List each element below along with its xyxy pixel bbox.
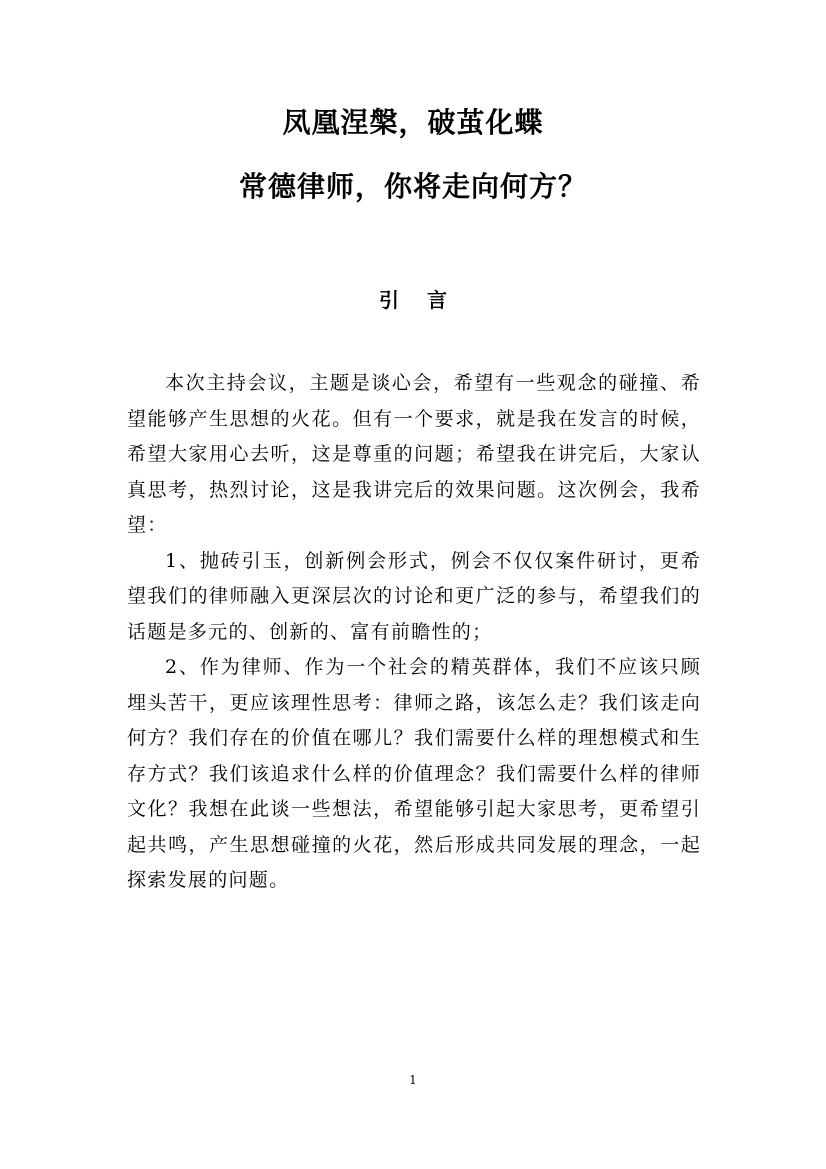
paragraph-point-1: 1、抛砖引玉，创新例会形式，例会不仅仅案件研讨，更希望我们的律师融入更深层次的讨论和更广泛的参与，希望我们的话题是多元的、创新的、富有前瞻性的； bbox=[127, 549, 701, 643]
paragraph-intro: 本次主持会议，主题是谈心会，希望有一些观念的碰撞、希望能够产生思想的火花。但有一个要求，就是我在发言的时候，希望大家用心去听，这是尊重的问题；希望我在讲完后，大家认真思考，热烈讨论，这是我讲完后的效果问题。这次例会，我希望： bbox=[127, 372, 701, 536]
section-heading: 引言 bbox=[379, 288, 475, 312]
document-subtitle: 常德律师，你将走向何方？ bbox=[238, 170, 587, 203]
document-title: 凤凰涅槃，破茧化蝶 bbox=[282, 106, 544, 139]
body-text bbox=[127, 366, 701, 899]
paragraph-point-2: 2、作为律师、作为一个社会的精英群体，我们不应该只顾埋头苦干，更应该理性思考：律师之路，该怎么走？我们该走向何方？我们存在的价值在哪儿？我们需要什么样的理想模式和生存方式？我们该追求什么样的价值理念？我们需要什么样的律师文化？我想在此谈一些想法，希望能够引起大家思考，更希望引起共鸣，产生思想碰撞的火花，然后形成共同发展的理念，一起探索发展的问题。 bbox=[127, 656, 701, 891]
page-number: 1 bbox=[409, 1073, 417, 1087]
